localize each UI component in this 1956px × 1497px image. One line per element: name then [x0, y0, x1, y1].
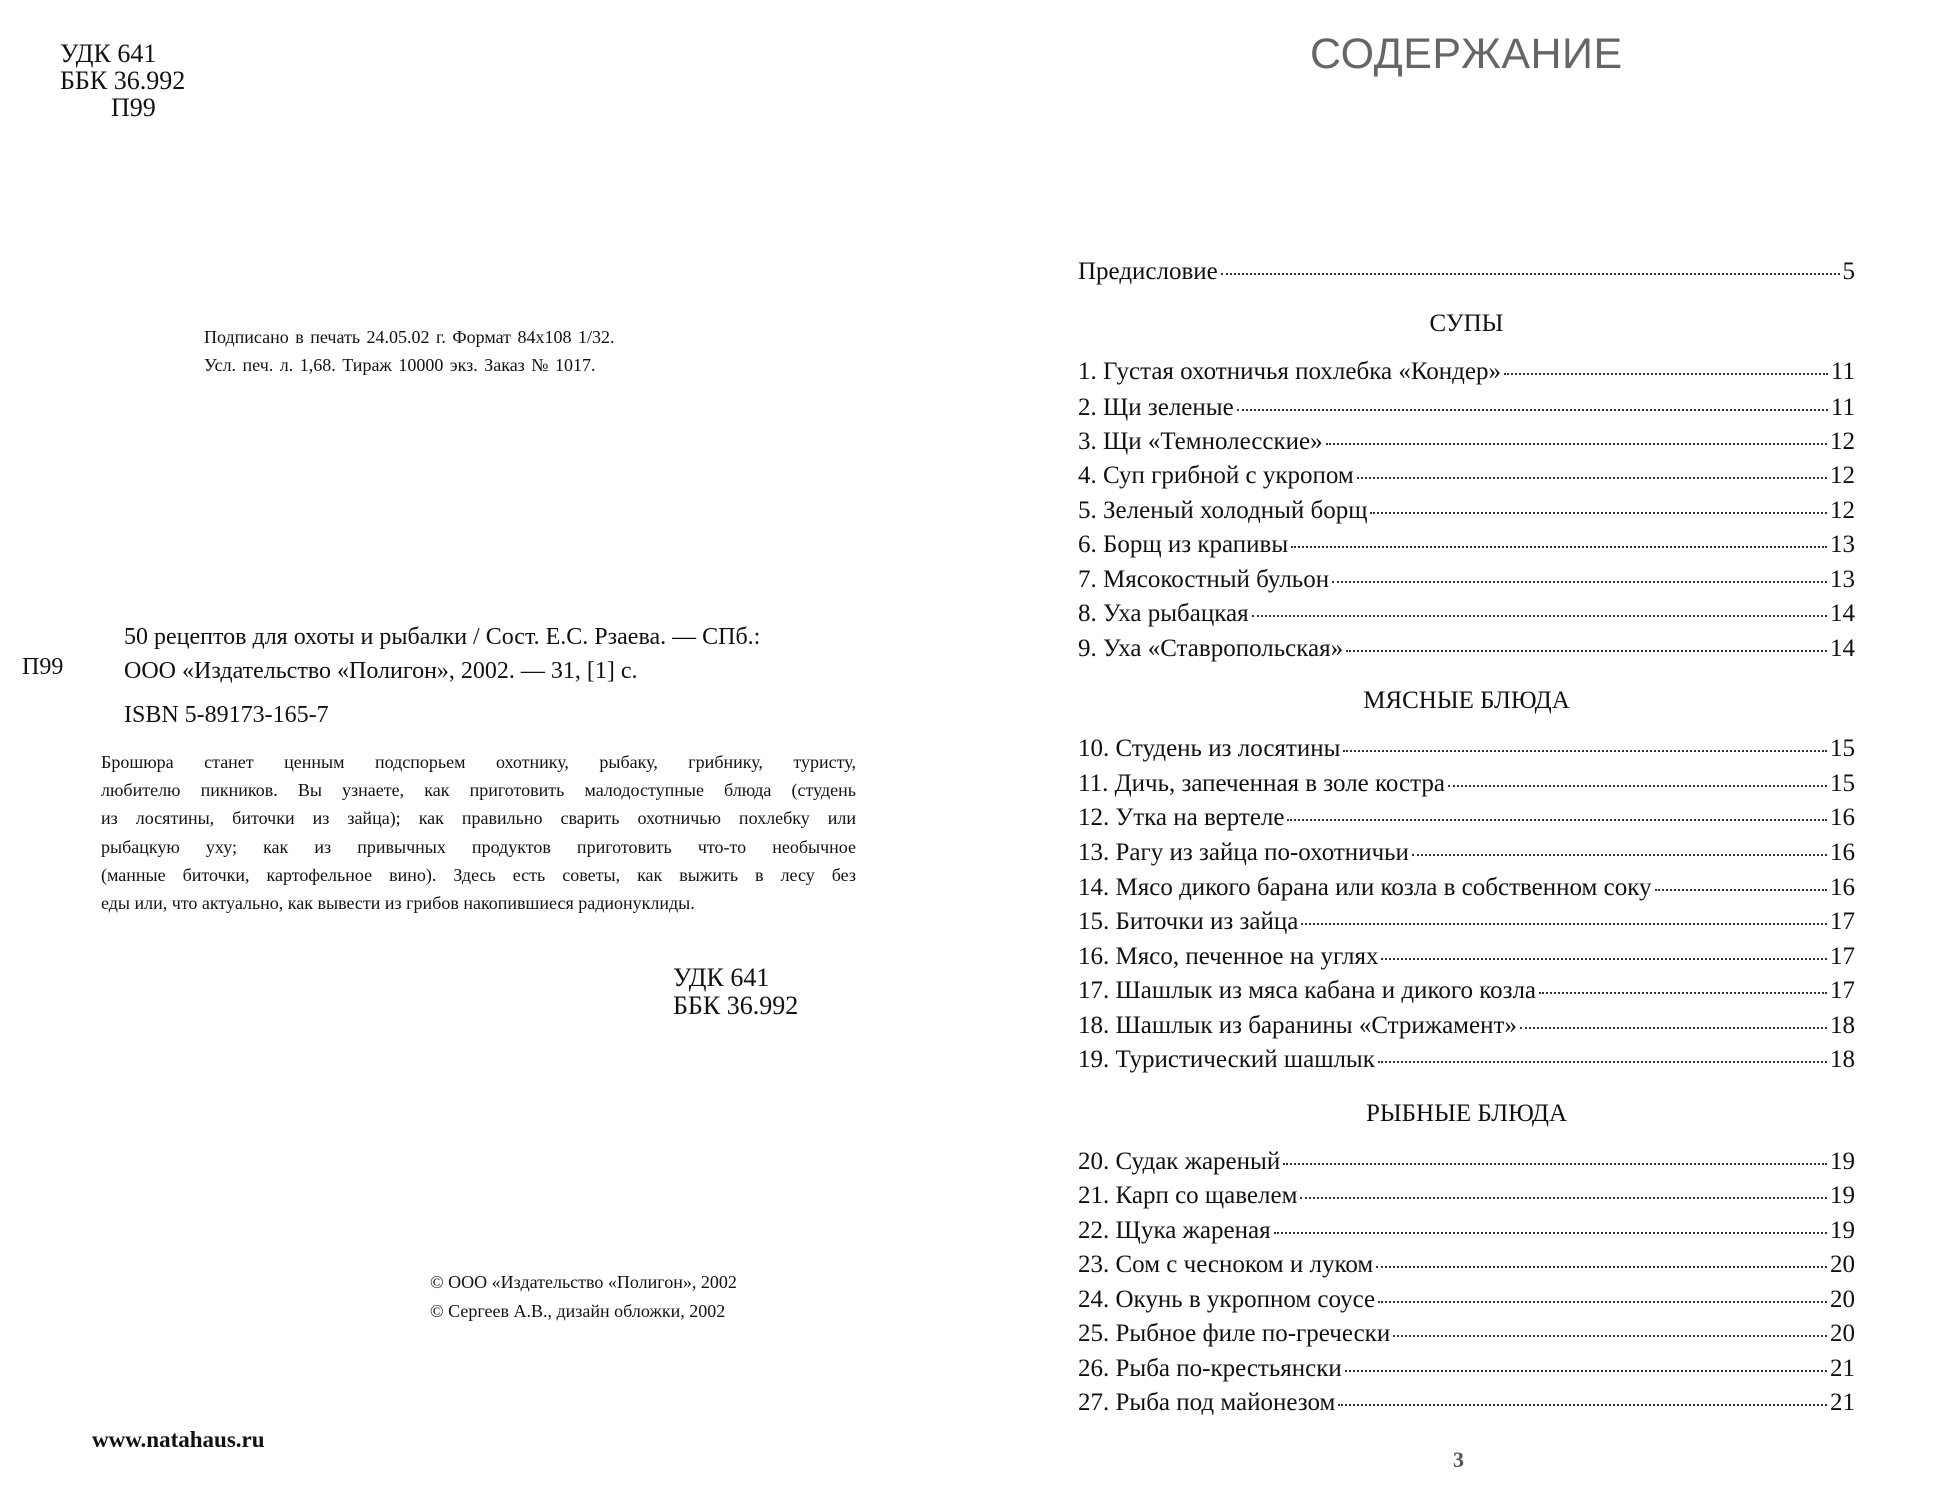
toc-entry-page: 20	[1830, 1320, 1855, 1347]
toc-leader-dots	[1326, 443, 1827, 445]
toc-entry-page: 16	[1830, 839, 1855, 866]
toc-entry[interactable]	[1078, 735, 1855, 767]
toc-entry-label: 23. Сом с чесноком и луком	[1078, 1251, 1374, 1278]
toc-leader-dots	[1274, 1232, 1827, 1234]
toc-entry[interactable]	[1078, 1182, 1855, 1214]
toc-entry-page: 15	[1830, 735, 1855, 762]
toc-entry-page: 12	[1830, 428, 1855, 455]
toc-entry-label: 26. Рыба по-крестьянски	[1078, 1355, 1342, 1382]
toc-entry-page: 13	[1830, 531, 1855, 558]
toc-entry[interactable]	[1078, 1148, 1855, 1180]
toc-leader-dots	[1376, 1266, 1827, 1268]
copyright-line: © Сергеев А.В., дизайн обложки, 2002	[430, 1301, 726, 1321]
toc-entry[interactable]	[1078, 462, 1855, 494]
toc-entry[interactable]	[1078, 1389, 1855, 1421]
author-mark-side: П99	[22, 654, 64, 680]
toc-entry-page: 17	[1830, 908, 1855, 935]
print-details-line: Усл. печ. л. 1,68. Тираж 10000 экз. Заказ № 1017.	[204, 355, 596, 375]
toc-leader-dots	[1357, 477, 1827, 479]
toc-leader-dots	[1381, 958, 1827, 960]
toc-leader-dots	[1338, 1404, 1827, 1406]
toc-entry-label: 21. Карп со щавелем	[1078, 1182, 1298, 1209]
toc-entry-page: 19	[1830, 1217, 1855, 1244]
bbk-code: ББК 36.992	[60, 66, 186, 95]
toc-entry-page: 13	[1830, 566, 1855, 593]
udk-code: УДК 641	[60, 39, 157, 68]
toc-section-title: МЯСНЫЕ БЛЮДА	[1363, 687, 1570, 714]
toc-entry-label: 22. Щука жареная	[1078, 1217, 1271, 1244]
udk-block-bottom	[673, 964, 798, 1020]
toc-leader-dots	[1283, 1163, 1827, 1165]
toc-entry-label: 10. Студень из лосятины	[1078, 735, 1341, 762]
toc-entry-label: 14. Мясо дикого барана или козла в собственном соку	[1078, 874, 1652, 901]
toc-entry-page: 12	[1830, 497, 1855, 524]
toc-entry-page: 20	[1830, 1251, 1855, 1278]
toc-entry-page: 21	[1830, 1389, 1855, 1416]
toc-entry-label: 12. Утка на вертеле	[1078, 804, 1285, 831]
toc-entry[interactable]	[1078, 1355, 1855, 1387]
toc-leader-dots	[1237, 409, 1828, 411]
toc-entry-page: 16	[1830, 874, 1855, 901]
toc-entry[interactable]	[1078, 600, 1855, 632]
toc-leader-dots	[1504, 373, 1828, 375]
toc-entry[interactable]	[1078, 358, 1855, 390]
toc-entry[interactable]	[1078, 497, 1855, 529]
toc-entry[interactable]	[1078, 1251, 1855, 1283]
toc-entry[interactable]	[1078, 839, 1855, 871]
toc-title: СОДЕРЖАНИЕ	[1310, 30, 1623, 78]
toc-entry-label: 15. Биточки из зайца	[1078, 908, 1299, 935]
toc-entry-label: 11. Дичь, запеченная в золе костра	[1078, 770, 1445, 797]
toc-entry[interactable]	[1078, 1286, 1855, 1318]
copyright	[430, 1268, 737, 1326]
toc-entry-label: 1. Густая охотничья похлебка «Кондер»	[1078, 358, 1501, 385]
toc-entry-label: 19. Туристический шашлык	[1078, 1046, 1375, 1073]
toc-entry[interactable]	[1078, 428, 1855, 460]
toc-entry-page: 18	[1830, 1046, 1855, 1073]
toc-entry[interactable]	[1078, 394, 1855, 426]
udk-code: УДК 641	[673, 963, 770, 992]
print-details-line: Подписано в печать 24.05.02 г. Формат 84х108 1/32.	[204, 327, 615, 347]
toc-leader-dots	[1221, 273, 1840, 275]
toc-entry-label: 17. Шашлык из мяса кабана и дикого козла	[1078, 977, 1537, 1004]
toc-entry[interactable]	[1078, 1046, 1855, 1078]
toc-entry-page: 15	[1830, 770, 1855, 797]
toc-entry[interactable]	[1078, 874, 1855, 906]
toc-entry-label: 8. Уха рыбацкая	[1078, 600, 1249, 627]
toc-entry-label: 2. Щи зеленые	[1078, 394, 1234, 421]
toc-leader-dots	[1345, 1370, 1827, 1372]
toc-leader-dots	[1291, 546, 1827, 548]
bibliographic-record	[124, 620, 760, 688]
toc-section-title: СУПЫ	[1429, 310, 1504, 337]
toc-leader-dots	[1412, 854, 1827, 856]
toc-entry[interactable]	[1078, 1320, 1855, 1352]
abstract-line: еды или, что актуально, как вывести из грибов накопившиеся радионуклиды.	[101, 893, 695, 914]
toc-leader-dots	[1378, 1301, 1827, 1303]
bibliographic-line: 50 рецептов для охоты и рыбалки / Сост. Е.С. Рзаева. — СПб.:	[124, 624, 761, 650]
website-link[interactable]: www.natahaus.ru	[92, 1427, 265, 1452]
toc-leader-dots	[1539, 992, 1827, 994]
toc-entry[interactable]	[1078, 566, 1855, 598]
toc-entry-page: 20	[1830, 1286, 1855, 1313]
copyright-line: © ООО «Издательство «Полигон», 2002	[430, 1272, 737, 1292]
toc-entry-label: Предисловие	[1078, 258, 1218, 285]
toc-entry-label: 5. Зеленый холодный борщ	[1078, 497, 1368, 524]
toc-entry-label: 3. Щи «Темнолесские»	[1078, 428, 1323, 455]
toc-entry-page: 5	[1842, 258, 1855, 285]
toc-section-title: РЫБНЫЕ БЛЮДА	[1365, 1100, 1568, 1127]
toc-entry-page: 14	[1830, 600, 1855, 627]
toc-entry-label: 6. Борщ из крапивы	[1078, 531, 1289, 558]
toc-leader-dots	[1287, 819, 1827, 821]
toc-leader-dots	[1300, 1197, 1827, 1199]
toc-entry[interactable]	[1078, 531, 1855, 563]
toc-entry[interactable]	[1078, 943, 1855, 975]
abstract-line: (манные биточки, картофельное вино). Здесь есть советы, как выжить в лесу без	[101, 864, 856, 885]
toc-entry-page: 21	[1830, 1355, 1855, 1382]
isbn: ISBN 5-89173-165-7	[124, 702, 329, 728]
bibliographic-line: ООО «Издательство «Полигон», 2002. — 31, [1] с.	[124, 658, 638, 684]
toc-leader-dots	[1343, 750, 1827, 752]
toc-entry-label: 18. Шашлык из баранины «Стрижамент»	[1078, 1012, 1517, 1039]
toc-entry-page: 18	[1830, 1012, 1855, 1039]
print-details	[204, 323, 615, 379]
toc-leader-dots	[1393, 1335, 1827, 1337]
abstract-line: из лосятины, биточки из зайца); как правильно сварить охотничью похлебку или	[101, 808, 856, 829]
toc-entry-label: 7. Мясокостный бульон	[1078, 566, 1330, 593]
toc-entry-page: 12	[1830, 462, 1855, 489]
toc-entry-page: 11	[1830, 394, 1855, 421]
toc-entry-label: 9. Уха «Ставропольская»	[1078, 635, 1344, 662]
author-mark: П99	[111, 93, 156, 122]
toc-entry-page: 17	[1830, 977, 1855, 1004]
toc-entry-label: 4. Суп грибной с укропом	[1078, 462, 1354, 489]
toc-entry-page: 17	[1830, 943, 1855, 970]
toc-entry-label: 27. Рыба под майонезом	[1078, 1389, 1336, 1416]
toc-leader-dots	[1378, 1061, 1827, 1063]
udk-block-top	[60, 40, 185, 121]
toc-entry[interactable]	[1078, 804, 1855, 836]
toc-leader-dots	[1332, 581, 1827, 583]
toc-leader-dots	[1520, 1027, 1827, 1029]
toc-entry-page: 19	[1830, 1148, 1855, 1175]
toc-entry-label: 16. Мясо, печенное на углях	[1078, 943, 1379, 970]
toc-entry-label: 24. Окунь в укропном соусе	[1078, 1286, 1376, 1313]
toc-leader-dots	[1655, 889, 1827, 891]
toc-entry[interactable]	[1078, 977, 1855, 1009]
toc-entry[interactable]	[1078, 1012, 1855, 1044]
toc-leader-dots	[1346, 650, 1827, 652]
toc-entry-page: 14	[1830, 635, 1855, 662]
toc-leader-dots	[1448, 785, 1827, 787]
toc-entry-page: 19	[1830, 1182, 1855, 1209]
toc-leader-dots	[1301, 923, 1827, 925]
bbk-code: ББК 36.992	[673, 991, 799, 1020]
toc-entry[interactable]	[1078, 635, 1855, 667]
abstract-line: любителю пикников. Вы узнаете, как приготовить малодоступные блюда (студень	[101, 780, 856, 801]
toc-leader-dots	[1252, 615, 1827, 617]
abstract	[101, 748, 856, 917]
toc-entry[interactable]	[1078, 1217, 1855, 1249]
toc-entry-preface[interactable]	[1078, 258, 1855, 290]
toc-entry-page: 16	[1830, 804, 1855, 831]
page-number: 3	[1453, 1447, 1464, 1472]
toc-entry[interactable]	[1078, 908, 1855, 940]
toc-entry-label: 20. Судак жареный	[1078, 1148, 1281, 1175]
abstract-line: рыбацкую уху; как из привычных продуктов приготовить что-то необычное	[101, 836, 856, 857]
toc-entry[interactable]	[1078, 770, 1855, 802]
abstract-line: Брошюра станет ценным подспорьем охотнику, рыбаку, грибнику, туристу,	[101, 752, 856, 772]
toc-entry-page: 11	[1830, 358, 1855, 385]
toc-entry-label: 25. Рыбное филе по-гречески	[1078, 1320, 1391, 1347]
toc-leader-dots	[1370, 512, 1827, 514]
toc-entry-label: 13. Рагу из зайца по-охотничьи	[1078, 839, 1409, 866]
